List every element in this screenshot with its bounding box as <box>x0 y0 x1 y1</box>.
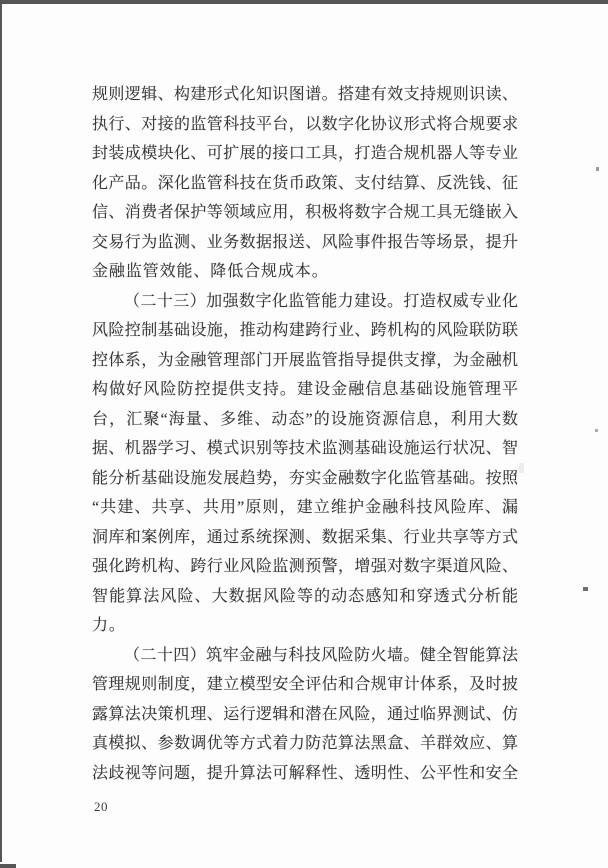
text-line paragraph-end: 力。 <box>92 617 126 634</box>
text-line: 智能算法风险、大数据风险等的动态感知和穿透式分析能 <box>92 587 518 605</box>
text-line: 执行、对接的监管科技平台，以数字化协议形式将合规要求 <box>92 115 518 133</box>
scan-edge-top <box>0 0 608 4</box>
text-line: 风险控制基础设施，推动构建跨行业、跨机构的风险联防联 <box>92 322 518 339</box>
text-line: 真模拟、参数调优等方式着力防范算法黑盒、羊群效应、算 <box>92 735 518 752</box>
scan-speck <box>583 587 588 591</box>
text-line paragraph-end: 金融监管效能、降低合规成本。 <box>92 263 329 280</box>
page-number: 20 <box>94 799 108 814</box>
text-line: 控体系，为金融管理部门开展监管指导提供支撑，为金融机 <box>92 351 518 369</box>
text-line: 露算法决策机理、运行逻辑和潜在风险，通过临界测试、仿 <box>92 705 518 723</box>
text-line: 封装成模块化、可扩展的接口工具，打造合规机器人等专业 <box>92 145 518 162</box>
text-line: 能分析基础设施发展趋势，夯实金融数字化监管基础。按照 <box>92 469 518 487</box>
text-line section-heading-23: （二十三）加强数字化监管能力建设。打造权威专业化 <box>124 292 518 310</box>
text-line: 管理规则制度，建立模型安全评估和合规审计体系，及时披 <box>92 676 518 693</box>
text-line: 构做好风险防控提供支持。建设金融信息基础设施管理平 <box>92 381 518 398</box>
text-line section-heading-24: （二十四）筑牢金融与科技风险防火墙。健全智能算法 <box>124 646 518 664</box>
scan-speck <box>519 463 524 473</box>
text-line: 交易行为监测、业务数据报送、风险事件报告等场景，提升 <box>92 233 518 251</box>
text-line: 化产品。深化监管科技在货币政策、支付结算、反洗钱、征 <box>92 174 518 192</box>
text-line: “共建、共享、共用”原则，建立维护金融科技风险库、漏 <box>92 499 518 516</box>
text-line: 据、机器学习、模式识别等技术监测基础设施运行状况、智 <box>92 440 518 457</box>
text-line: 洞库和案例库，通过系统探测、数据采集、行业共享等方式 <box>92 528 518 546</box>
document-text-block <box>92 80 518 788</box>
scan-speck <box>596 167 599 171</box>
scan-edge-left <box>0 4 2 862</box>
scan-speck <box>595 429 598 432</box>
text-line: 信、消费者保护等领域应用，积极将数字合规工具无缝嵌入 <box>92 204 518 221</box>
text-line: 台，汇聚“海量、多维、动态”的设施资源信息，利用大数 <box>92 410 518 428</box>
text-line: 法歧视等问题，提升算法可解释性、透明性、公平性和安全 <box>92 764 518 782</box>
scan-edge-bottom-left <box>0 864 16 868</box>
text-line: 强化跨机构、跨行业风险监测预警，增强对数字渠道风险、 <box>92 558 518 575</box>
text-line: 规则逻辑、构建形式化知识图谱。搭建有效支持规则识读、 <box>92 86 518 103</box>
